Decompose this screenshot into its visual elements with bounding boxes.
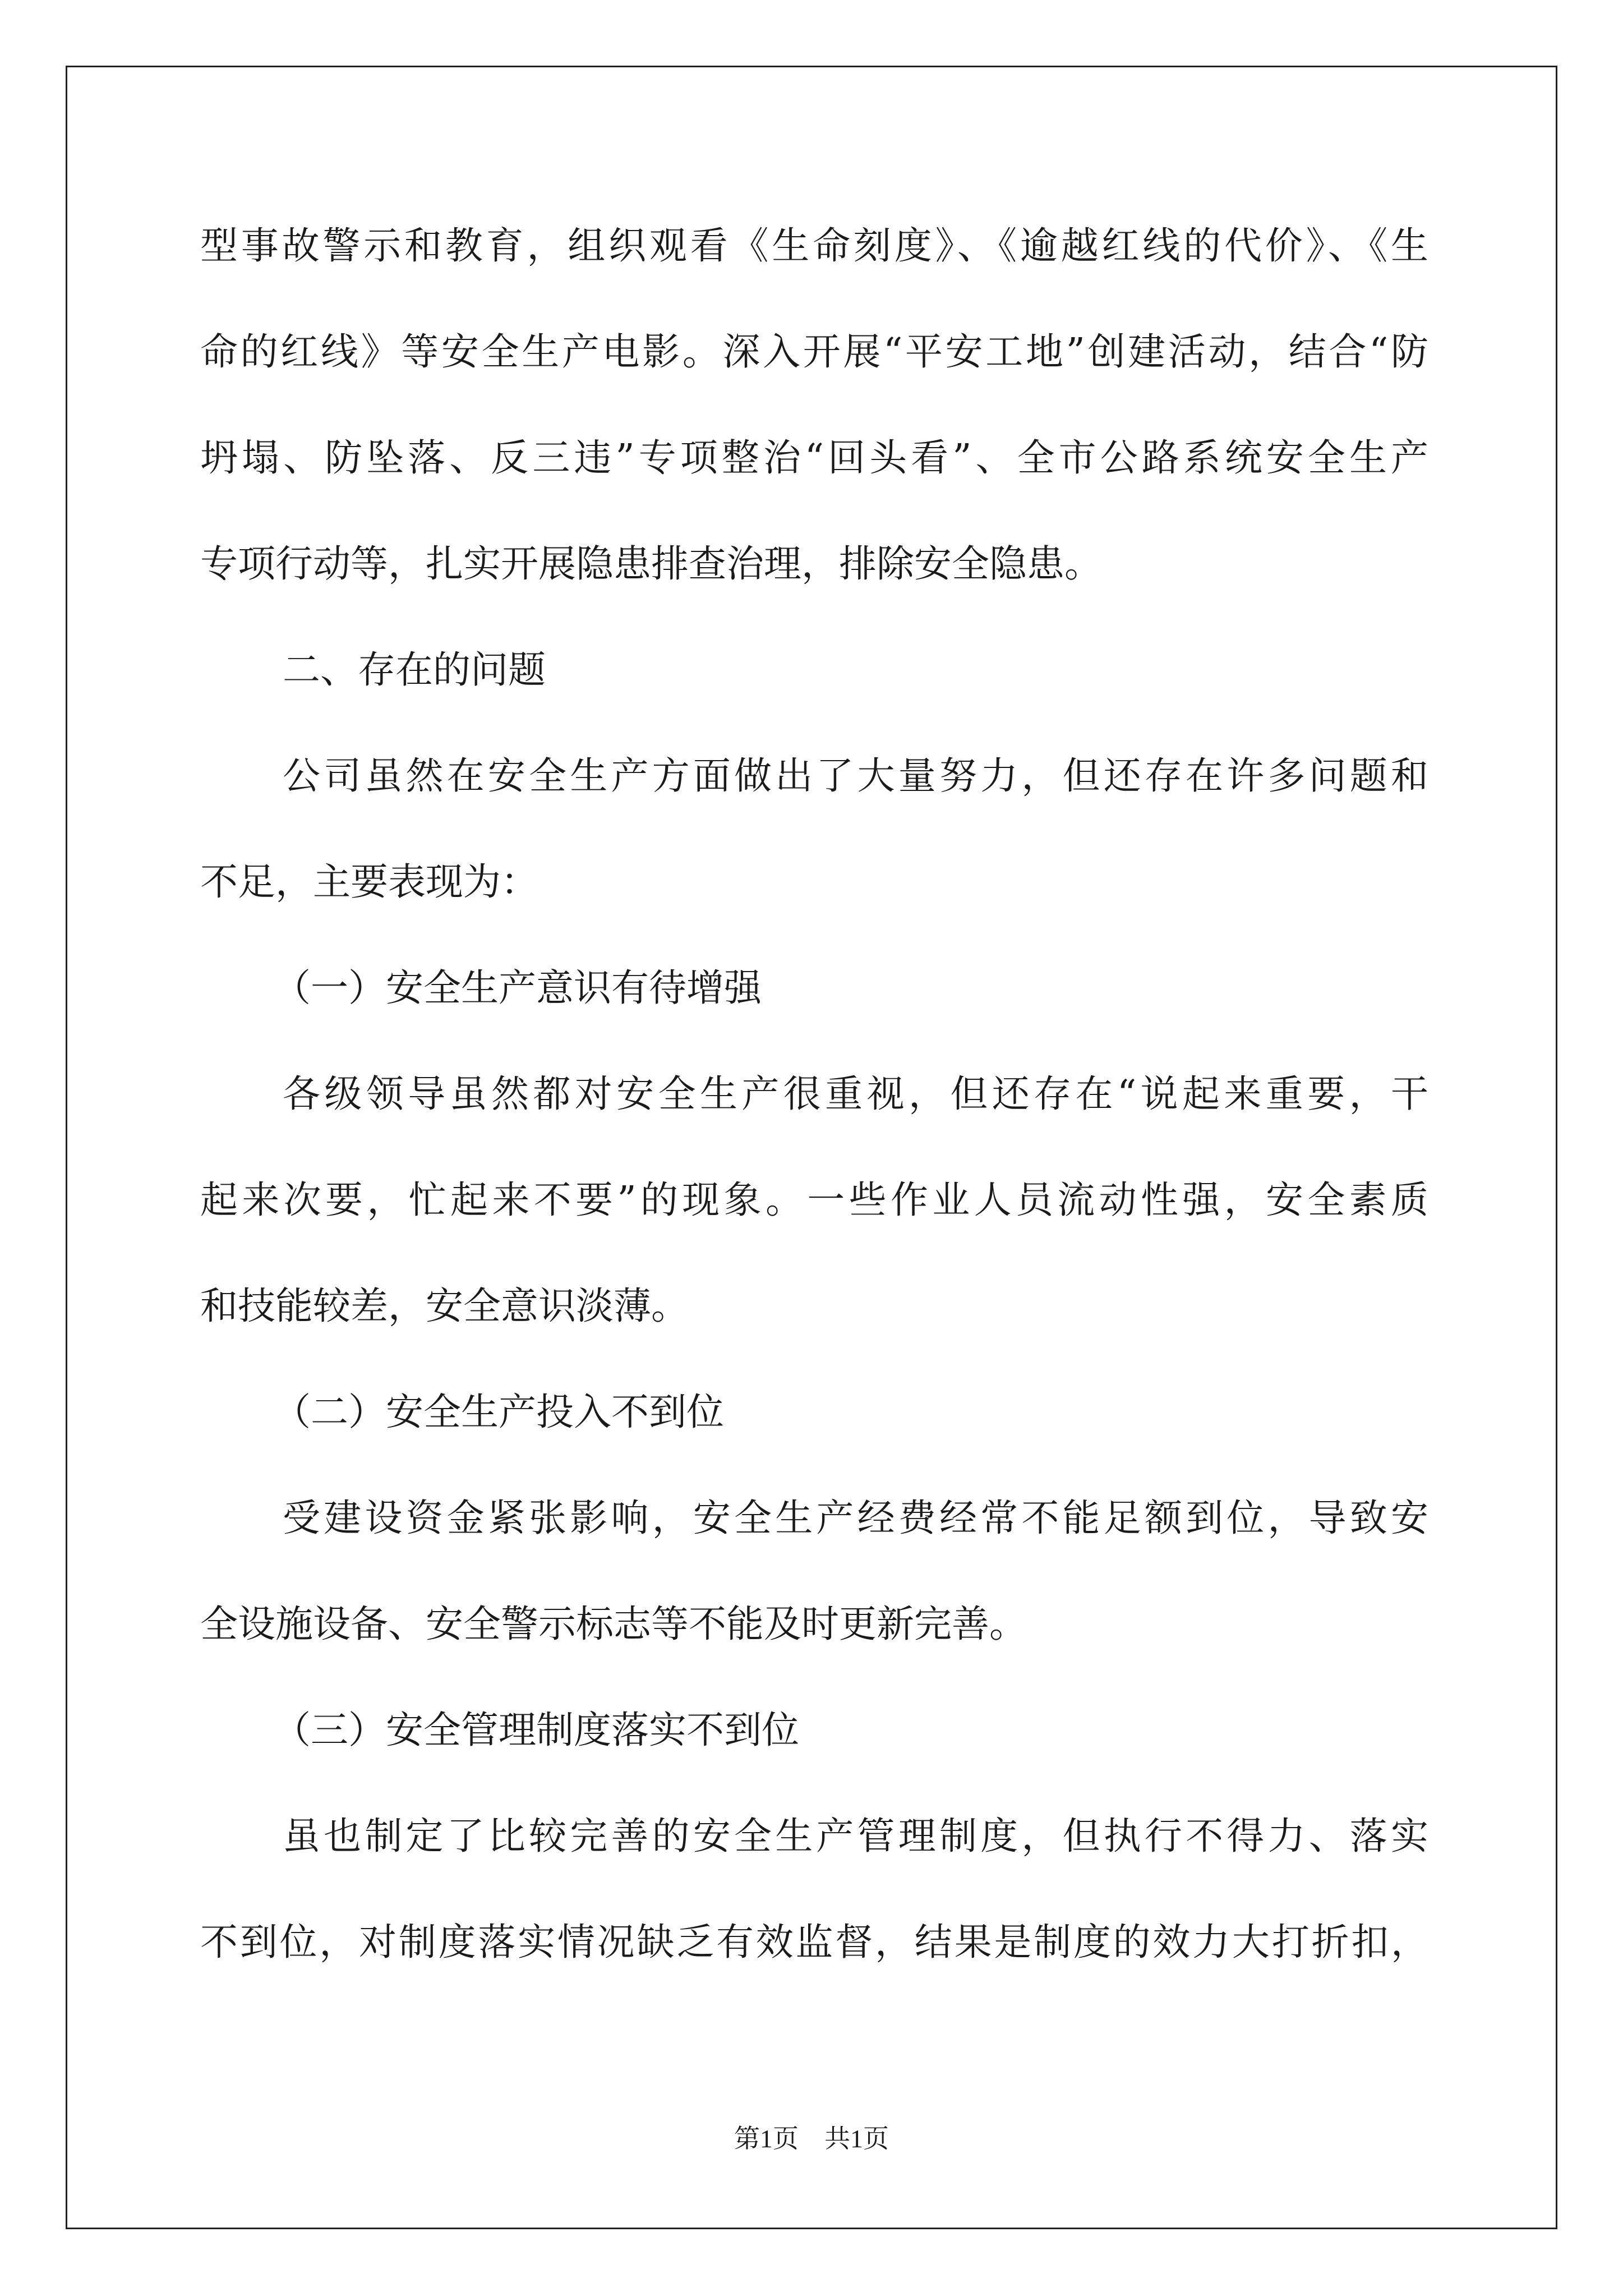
section-heading-problems: 二、存在的问题 — [283, 648, 546, 692]
body-line-13: 受建设资金紧张影响，安全生产经费经常不能足额到位，导致安 — [283, 1496, 1428, 1540]
body-line-6: 公司虽然在安全生产方面做出了大量努力，但还存在许多问题和 — [283, 754, 1428, 798]
body-line-17: 不到位，对制度落实情况缺乏有效监督，结果是制度的效力大打折扣， — [200, 1920, 1428, 1964]
body-line-10: 起来次要，忙起来不要”的现象。一些作业人员流动性强，安全素质 — [200, 1178, 1428, 1222]
body-line-4: 专项行动等，扎实开展隐患排查治理，排除安全隐患。 — [200, 542, 1102, 586]
body-line-16: 虽也制定了比较完善的安全生产管理制度，但执行不得力、落实 — [283, 1814, 1428, 1858]
body-line-9: 各级领导虽然都对安全生产很重视，但还存在“说起来重要，干 — [283, 1072, 1428, 1116]
page-border — [66, 66, 1557, 2229]
subheading-2: （二）安全生产投入不到位 — [273, 1390, 724, 1434]
body-line-7: 不足，主要表现为： — [200, 860, 538, 904]
page-number-footer: 第1页 共1页 — [734, 2124, 889, 2153]
subheading-3: （三）安全管理制度落实不到位 — [273, 1708, 799, 1752]
body-line-1: 型事故警示和教育，组织观看《生命刻度》、《逾越红线的代价》、《生 — [200, 224, 1428, 268]
subheading-1: （一）安全生产意识有待增强 — [273, 966, 762, 1010]
body-line-2: 命的红线》等安全生产电影。深入开展“平安工地”创建活动，结合“防 — [200, 330, 1428, 374]
body-line-3: 坍塌、防坠落、反三违”专项整治“回头看”、全市公路系统安全生产 — [200, 436, 1428, 480]
body-line-14: 全设施设备、安全警示标志等不能及时更新完善。 — [200, 1602, 1027, 1646]
body-line-11: 和技能较差，安全意识淡薄。 — [200, 1284, 689, 1328]
